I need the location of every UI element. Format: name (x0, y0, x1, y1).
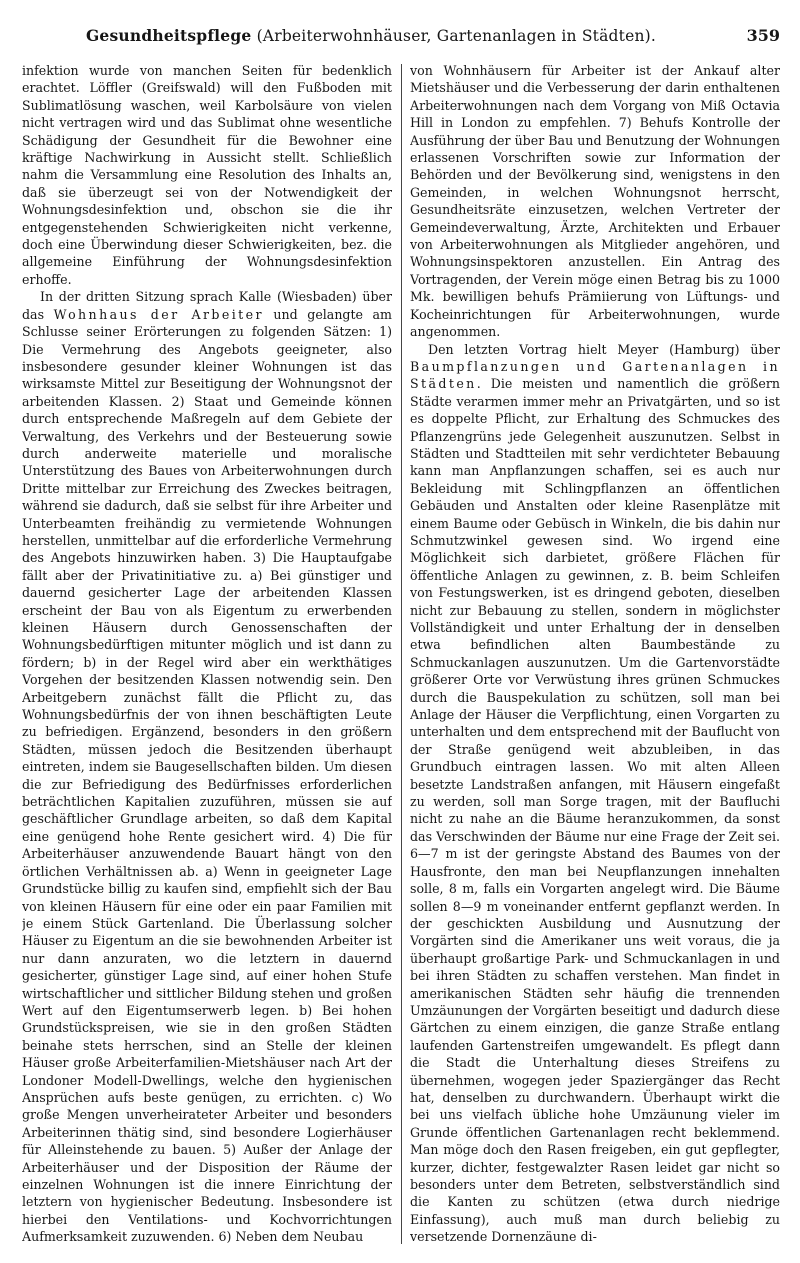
running-title: Gesundheitspflege (85, 26, 252, 45)
left-paragraph-2-lead: In der dritten Sitzung sprach Kalle (Wiesbaden) über das (22, 289, 392, 322)
right-paragraph-1: von Wohnhäusern für Arbeiter ist der Ankauf alter Mietshäuser und die Verbesserung der darin enthaltenen Arbeiterwohnungen nach dem Vorgang von Miß Octavia Hill in London zu empfehlen. 7) Behufs Kontrolle der Ausführung der über Bau und Benutzung der Wohnungen erlassenen Vorschriften sowie zur Information der Behörden und der Bevölkerung sind, wenigstens in den Gemeinden, in welchen Wohnungsnot herrscht, Gesundheitsräte einzusetzen, welchen Vertreter der Gemeindeverwaltung, Ärzte, Architekten und Erbauer von Arbeiterwohnungen als Mitglieder angehören, und Wohnungsinspektoren anzustellen. Ein Antrag des Vortragenden, der Verein möge einen Betrag bis zu 1000 Mk. bewilligen behufs Prämiierung von Lüftungs- und Kocheinrichtungen für Arbeiterwohnungen, wurde angenommen. (410, 63, 780, 340)
right-paragraph-2 (410, 341, 780, 1246)
right-paragraph-2-body: . Die meisten und namentlich die größern Städte verarmen immer mehr an Privatgärten, und so ist es doppelte Pflicht, zur Erhaltung des Schmuckes des Pflanzengrüns jede Gelegenheit auszunutzen. Selbst in Städten und Stadtteilen mit sehr verdichteter Bebauung kann man Anpflanzungen schaffen, sei es auch nur Bekleidung mit Schlingpflanzen an öffentlichen Gebäuden und Anstalten oder kleine Rasenplätze mit einem Baume oder Gebüsch in Winkeln, die bis dahin nur Schmutzwinkel gewesen sind. Wo irgend eine Möglichkeit sich darbietet, größere Flächen für öffentliche Anlagen zu gewinnen, z. B. beim Schleifen von Festungswerken, ist es dringend geboten, dieselben nicht zur Bebauung zu stellen, sondern in möglichster Vollständigkeit und unter Erhaltung der in denselben etwa befindlichen alten Baumbestände zu Schmuckanlagen auszunutzen. Um die Gartenvorstädte größerer Orte vor Verwüstung ihres grünen Schmuckes durch die Bauspekulation zu schützen, soll man bei Anlage der Häuser die Verpflichtung, einen Vorgarten zu unterhalten und dem entsprechend mit der Bauflucht von der Straße genügend weit abzubleiben, in das Grundbuch eintragen lassen. Wo mit alten Alleen besetzte Landstraßen anfangen, mit Häusern eingefaßt zu werden, soll man Sorge tragen, mit der Baufluchi nicht zu nahe an die Bäume heranzukommen, da sonst das Verschwinden der Bäume nur eine Frage der Zeit sei. 6—7 m ist der geringste Abstand des Baumes von der Hausfronte, den man bei Neupflanzungen innehalten solle, 8 m, falls ein Vorgarten angelegt wird. Die Bäume sollen 8—9 m voneinander entfernt gepflanzt werden. In der geschickten Ausbildung und Ausnutzung der Vorgärten sind die Amerikaner uns weit voraus, die ja überhaupt großartige Park- und Schmuckanlagen in und bei ihren Städten zu schaffen verstehen. Man findet in amerikanischen Städten sehr häufig die trennenden Umzäunungen der Vorgärten beseitigt und dadurch diese Gärtchen zu einem einzigen, die ganze Straße entlang laufenden Gartenstreifen umgewandelt. Es pflegt dann die Stadt die Unterhaltung dieses Streifens zu übernehmen, wogegen jeder Spaziergänger das Recht hat, denselben zu durchwandern. Überhaupt wirkt die bei uns vielfach übliche hohe Umzäunung vieler im Grunde öffentlichen Gartenanlagen recht beklemmend. Man möge doch den Rasen freigeben, ein gut gepflegter, kurzer, dichter, festgewalzter Rasen leidet gar nicht so besonders unter dem Betreten, selbstverständlich sind die Kanten zu schützen (etwa durch niedrige Einfassung), auch muß man durch beliebig zu versetzende Dornenzäune di- (410, 376, 780, 1245)
page-number: 359 (746, 26, 780, 45)
text-columns (22, 62, 780, 1248)
topic-workers-housing: Wohnhaus der Arbeiter (53, 306, 264, 322)
left-paragraph-2 (22, 288, 392, 1245)
right-column (410, 62, 780, 1248)
running-head (22, 26, 720, 45)
running-subtitle: (Arbeiterwohnhäuser, Gartenanlagen in Städten). (251, 27, 657, 45)
topic-tree-planting: Baumpflanzungen und Gartenanlagen in Städten (410, 358, 780, 392)
left-paragraph-1: infektion wurde von manchen Seiten für bedenklich erachtet. Löffler (Greifswald) will den Fußboden mit Sublimatlösung waschen, weil Karbolsäure von vielen nicht vertragen wird und das Sublimat ohne wesentliche Schädigung der Gesundheit für die Bewohner eine kräftige Nachwirkung in Aussicht stellt. Schließlich nahm die Versammlung eine Resolution des Inhalts an, daß sie überzeugt sei von der Notwendigkeit der Wohnungsdesinfektion und, obschon sie die ihr entgegenstehenden Schwierigkeiten nicht verkenne, doch eine Überwindung dieser Schwierigkeiten, bez. die allgemeine Einführung der Wohnungsdesinfektion erhoffe. (22, 63, 392, 287)
page-header (22, 26, 780, 56)
left-column (22, 62, 392, 1248)
page (22, 26, 780, 1250)
column-divider (401, 64, 402, 1244)
right-paragraph-2-lead: Den letzten Vortrag hielt Meyer (Hamburg) über (428, 341, 780, 357)
left-paragraph-2-body: und gelangte am Schlusse seiner Erörterungen zu folgenden Sätzen: 1) Die Vermehrung des Angebots geeigneter, also insbesondere gesunder kleiner Wohnungen ist das wirksamste Mittel zur Beseitigung der Wohnungsnot der arbeitenden Klassen. 2) Staat und Gemeinde können durch entsprechende Maßregeln auf dem Gebiete der Verwaltung, des Verkehrs und der Besteuerung sowie durch anderweite materielle und moralische Unterstützung des Baues von Arbeiterwohnungen durch Dritte mittelbar zur Erreichung des Zweckes beitragen, während sie dadurch, daß sie selbst für ihre Arbeiter und Unterbeamten freihändig zu vermietende Wohnungen herstellen, unmittelbar auf die erforderliche Vermehrung des Angebots hinzuwirken haben. 3) Die Hauptaufgabe fällt aber der Privatinitiative zu. a) Bei günstiger und dauernd gesicherter Lage der arbeitenden Klassen erscheint der Bau von als Eigentum zu erwerbenden kleinen Häusern durch Genossenschaften der Wohnungsbedürftigen mitunter möglich und ist dann zu fördern; b) in der Regel wird aber ein werkthätiges Vorgehen der besitzenden Klassen notwendig sein. Den Arbeitgebern zunächst fällt die Pflicht zu, das Wohnungsbedürfnis der von ihnen beschäftigten Leute zu befriedigen. Ergänzend, besonders in den größern Städten, müssen jedoch die Besitzenden überhaupt eintreten, indem sie Baugesellschaften bilden. Um diesen die zur Befriedigung des Bedürfnisses erforderlichen beträchtlichen Kapitalien zuzuführen, müssen sie auf geschäftlicher Grundlage arbeiten, so daß dem Kapital eine genügend hohe Rente gesichert wird. 4) Die für Arbeiterhäuser anzuwendende Bauart hängt von den örtlichen Verhältnissen ab. a) Wenn in geeigneter Lage Grundstücke billig zu kaufen sind, empfiehlt sich der Bau von kleinen Häusern für eine oder ein paar Familien mit je einem Stück Gartenland. Die Überlassung solcher Häuser zu Eigentum an die sie bewohnenden Arbeiter ist nur dann anzuraten, wo die letztern in dauernd gesicherter, günstiger Lage sind, auf einer hohen Stufe wirtschaftlicher und sittlicher Bildung stehen und großen Wert auf den Eigentumserwerb legen. b) Bei hohen Grundstückspreisen, wie sie in den großen Städten beinahe stets herrschen, sind an Stelle der kleinen Häuser große Arbeiterfamilien-Mietshäuser nach Art der Londoner Modell-Dwellings, welche den hygienischen Ansprüchen aufs beste genügen, zu errichten. c) Wo große Mengen unverheirateter Arbeiter und besonders Arbeiterinnen thätig sind, sind besondere Logierhäuser für Alleinstehende zu bauen. 5) Außer der Anlage der Arbeiterhäuser und der Disposition der Räume der einzelnen Wohnungen ist die innere Einrichtung der letztern von hygienischer Bedeutung. Insbesondere ist hierbei den Ventilations- und Kochvorrichtungen Aufmerksamkeit zuzuwenden. 6) Neben dem Neubau (22, 306, 392, 1245)
